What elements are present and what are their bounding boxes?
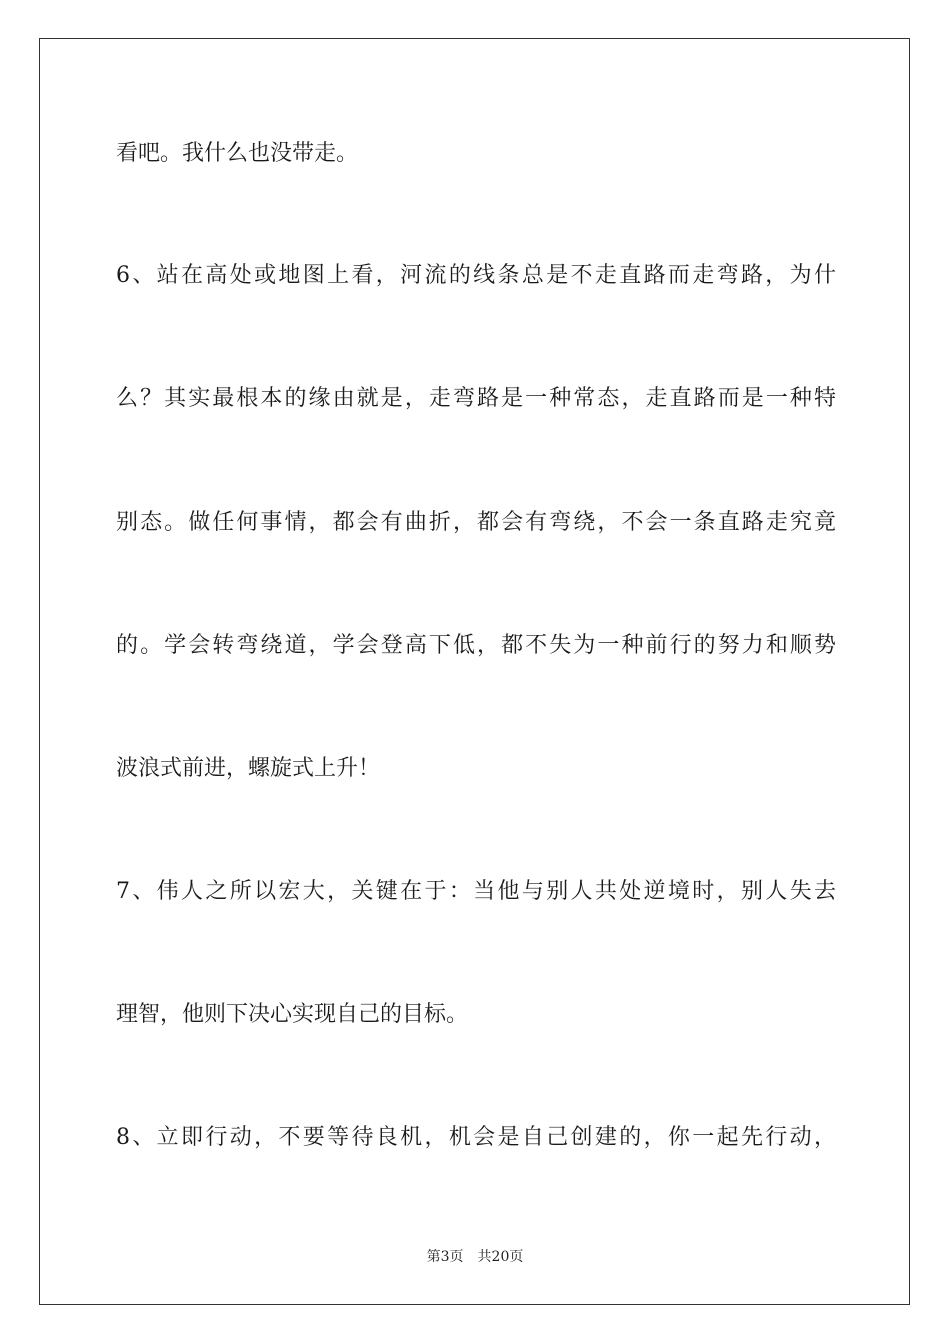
text-line-5: 的。学会转弯绕道，学会登高下低，都不失为一种前行的努力和顺势: [116, 633, 836, 658]
text-line-4: 别态。做任何事情，都会有曲折，都会有弯绕，不会一条直路走究竟: [116, 510, 836, 535]
text-line-3: 么？其实最根本的缘由就是，走弯路是一种常态，走直路而是一种特: [116, 386, 836, 411]
text-line-2: 6、站在高处或地图上看，河流的线条总是不走直路而走弯路，为什: [116, 263, 836, 288]
text-line-1: 看吧。我什么也没带走。: [116, 141, 359, 166]
text-line-6: 波浪式前进，螺旋式上升！: [116, 756, 381, 781]
page-border: [39, 38, 910, 1305]
text-line-7: 7、伟人之所以宏大，关键在于：当他与别人共处逆境时，别人失去: [116, 879, 836, 904]
text-line-8: 理智，他则下决心实现自己的目标。: [116, 1002, 469, 1027]
text-line-9: 8、立即行动，不要等待良机，机会是自己创建的，你一起先行动，: [116, 1125, 836, 1150]
page-number-footer: 第3页 共20页: [426, 1249, 524, 1265]
